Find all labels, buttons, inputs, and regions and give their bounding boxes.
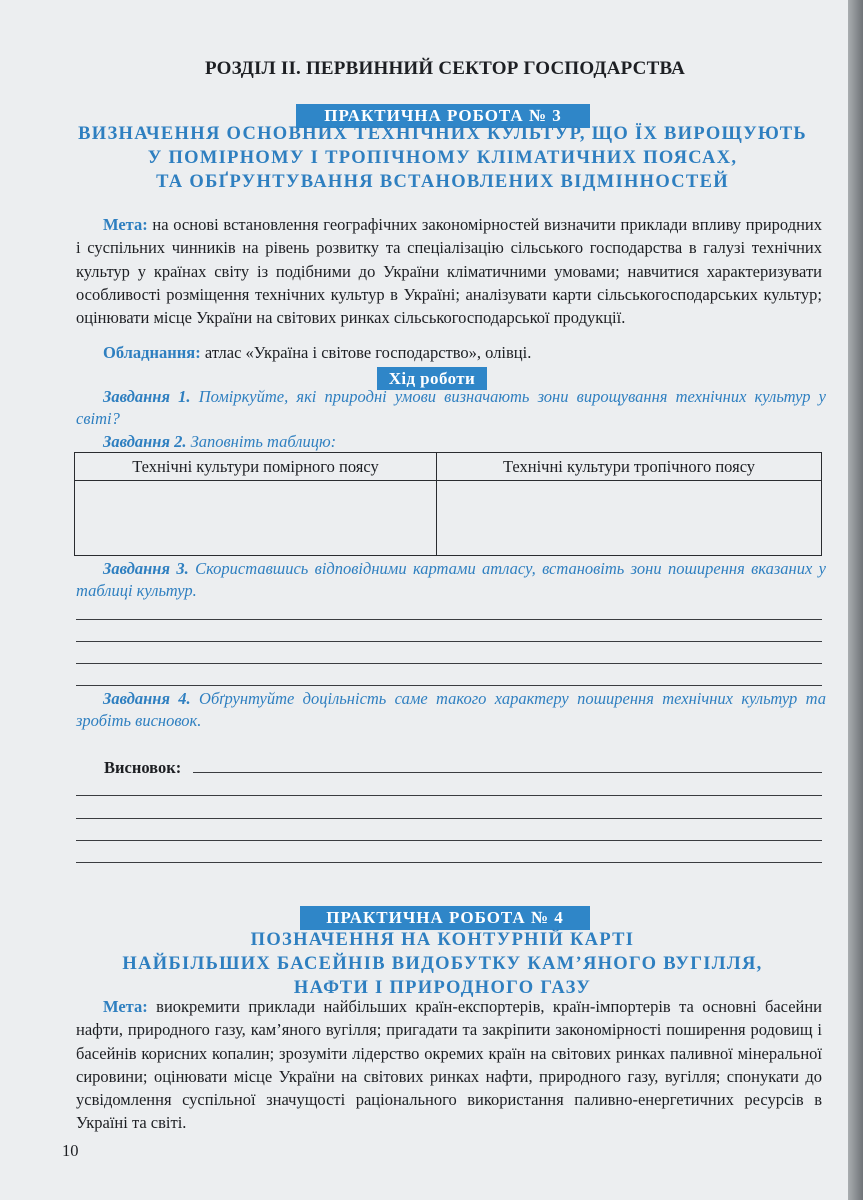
work3-goal-paragraph [76, 213, 822, 329]
task-text: Скориставшись відповідними картами атласу, встановіть зони поширення вказаних у таблиці культур. [76, 559, 826, 600]
answer-line [76, 619, 822, 620]
answer-line [76, 840, 822, 841]
task-label: Завдання 3. [103, 559, 189, 578]
equipment-label: Обладнання: [103, 343, 201, 362]
equipment-line [103, 343, 531, 363]
answer-line [76, 663, 822, 664]
title-line: НАЙБІЛЬШИХ БАСЕЙНІВ ВИДОБУТКУ КАМ’ЯНОГО ВУГІЛЛЯ, [122, 954, 763, 974]
table-divider [436, 453, 437, 555]
answer-line [76, 862, 822, 863]
table-divider [75, 480, 821, 481]
crops-table [74, 452, 822, 556]
goal-text: на основі встановлення географічних закономірностей визначити приклади впливу природних і суспільних чинників на рівень розвитку та спеціалізацію сільського господарства в галузі технічних культур у країнах світу із подібними до України кліматичними умовами; навчитися характеризувати особливості розміщення технічних культур в Україні; аналізувати карти сільськогосподарських культур; оцінювати місце України на світових ринках сільськогосподарської продукції. [76, 215, 823, 328]
title-line: ТА ОБҐРУНТУВАННЯ ВСТАНОВЛЕНИХ ВІДМІННОСТЕЙ [156, 172, 729, 192]
equipment-text: атлас «Україна і світове господарство», олівці. [204, 343, 532, 362]
practical-work-4-title [0, 928, 863, 1000]
task-text: Заповніть таблицю: [190, 432, 337, 451]
task-text: Обґрунтуйте доцільність саме такого характеру поширення технічних культур та зробіть висновок. [76, 689, 826, 730]
conclusion-label: Висновок: [104, 758, 182, 777]
progress-banner: Хід роботи [377, 367, 487, 390]
practical-work-3-banner: ПРАКТИЧНА РОБОТА № 3 [296, 104, 590, 128]
task-label: Завдання 1. [103, 387, 191, 406]
practical-work-3-title [0, 122, 863, 194]
task-4 [76, 688, 826, 732]
answer-line [76, 641, 822, 642]
goal-label: Мета: [103, 997, 148, 1016]
goal-label: Мета: [103, 215, 148, 234]
section-title: РОЗДІЛ ІІ. ПЕРВИННИЙ СЕКТОР ГОСПОДАРСТВА [204, 58, 686, 79]
answer-line [76, 685, 822, 686]
page-number: 10 [62, 1141, 79, 1160]
task-1 [76, 386, 826, 430]
title-line: У ПОМІРНОМУ І ТРОПІЧНОМУ КЛІМАТИЧНИХ ПОЯСАХ, [147, 148, 738, 168]
table-header-tropical: Технічні культури тропічного поясу [502, 457, 756, 476]
task-text: Поміркуйте, які природні умови визначають зони вирощування технічних культур у світі? [76, 387, 826, 428]
table-header-temperate: Технічні культури помірного поясу [132, 457, 379, 476]
practical-work-4-banner: ПРАКТИЧНА РОБОТА № 4 [300, 906, 590, 930]
goal-text: виокремити приклади найбільших країн-експортерів, країн-імпортерів та основні басейни нафти, природного газу, кам’яного вугілля; пригадати та закріпити закономірності поширення родовищ і басейнів корисних копалин; зрозуміти лідерство окремих країн на світових ринках паливної мінеральної сировини; оцінювати місце України на світових ринках нафти, природного газу, вугілля; спонукати до усвідомлення суспільної значущості раціонального використання паливно-енергетичних ресурсів в Україні та світі. [76, 997, 823, 1133]
task-3 [76, 558, 826, 602]
work4-goal-paragraph [76, 995, 822, 1135]
task-2 [76, 431, 826, 453]
title-line: ВИЗНАЧЕННЯ ОСНОВНИХ ТЕХНІЧНИХ КУЛЬТУР, ЩО ЇХ ВИРОЩУЮТЬ [78, 124, 807, 144]
title-line: НАФТИ І ПРИРОДНОГО ГАЗУ [293, 978, 592, 998]
title-line: ПОЗНАЧЕННЯ НА КОНТУРНІЙ КАРТІ [250, 930, 635, 950]
answer-line [193, 772, 822, 773]
page-edge-shadow [848, 0, 863, 1200]
answer-line [76, 795, 822, 796]
answer-line [76, 818, 822, 819]
task-label: Завдання 4. [103, 689, 191, 708]
task-label: Завдання 2. [103, 432, 187, 451]
